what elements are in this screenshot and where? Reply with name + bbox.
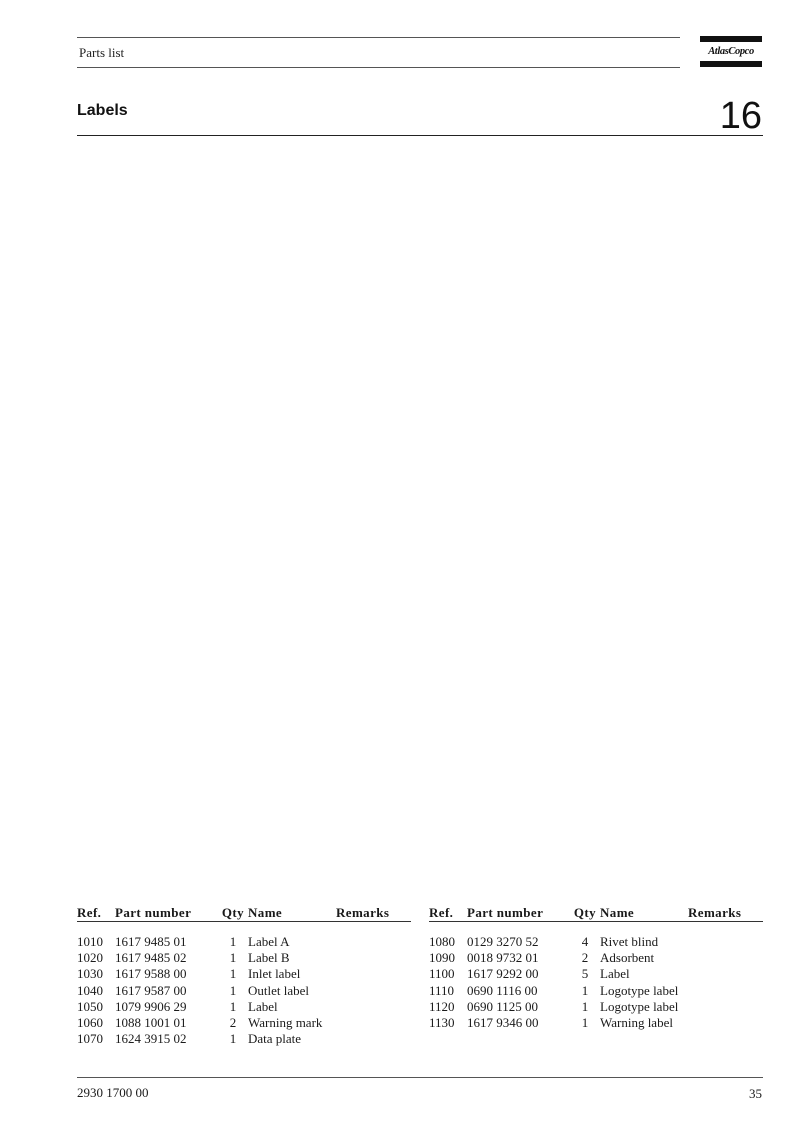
ref-cell: 1040 — [77, 982, 103, 998]
footer-rule — [77, 1077, 763, 1078]
name-cell: Label — [600, 966, 630, 982]
table-row — [77, 983, 411, 999]
part-number-cell: 1624 3915 02 — [115, 1031, 187, 1047]
table-spacer-row — [429, 922, 763, 935]
part-number-cell: 1617 9485 02 — [115, 950, 187, 966]
qty-cell: 1 — [229, 1031, 237, 1047]
table-row — [429, 950, 763, 966]
qty-cell: 2 — [581, 950, 589, 966]
name-cell: Adsorbent — [600, 950, 655, 966]
name-cell: Inlet label — [248, 966, 301, 982]
remarks-cell — [336, 1031, 411, 1047]
remarks-cell — [336, 983, 411, 999]
ref-cell: 1090 — [429, 950, 455, 966]
footer-page-number: 35 — [749, 1086, 762, 1101]
qty-cell: 2 — [229, 1015, 237, 1031]
table-header-row — [429, 905, 763, 922]
table-row — [77, 950, 411, 966]
ref-cell: 1070 — [77, 1031, 103, 1047]
ref-cell: 1120 — [429, 998, 455, 1014]
header-rule-bottom — [77, 67, 680, 68]
part-number-cell: 0690 1116 00 — [467, 982, 538, 998]
spacer-cell — [77, 922, 411, 935]
logo-bar-top — [700, 36, 762, 42]
ref-cell: 1020 — [77, 950, 103, 966]
parts-table-right — [429, 905, 763, 1031]
remarks-cell — [688, 950, 763, 966]
qty-cell: 1 — [229, 966, 237, 982]
qty-cell: 1 — [581, 998, 589, 1014]
remarks-cell — [336, 966, 411, 982]
qty-cell: 1 — [581, 982, 589, 998]
ref-cell: 1060 — [77, 1015, 103, 1031]
qty-cell: 1 — [229, 982, 237, 998]
table-row — [77, 1015, 411, 1031]
logo-text: AtlasCopco — [708, 46, 754, 57]
table-row — [77, 934, 411, 950]
remarks-cell — [688, 1015, 763, 1031]
part-number-cell: 1617 9485 01 — [115, 934, 187, 950]
table-row — [77, 999, 411, 1015]
header-title: Parts list — [79, 45, 125, 60]
atlas-copco-logo — [700, 36, 762, 67]
remarks-cell — [336, 1015, 411, 1031]
col-ref-header: Ref. — [429, 905, 467, 922]
name-cell: Logotype label — [600, 982, 679, 998]
name-cell: Label — [248, 998, 278, 1014]
part-number-cell: 1617 9292 00 — [467, 966, 539, 982]
col-part-number-header: Part number — [115, 905, 218, 922]
col-part-number-header: Part number — [467, 905, 570, 922]
remarks-cell — [688, 966, 763, 982]
col-remarks-header: Remarks — [688, 905, 763, 922]
section-title: Labels — [77, 102, 128, 119]
table-row — [429, 966, 763, 982]
col-remarks-header: Remarks — [336, 905, 411, 922]
table-row — [77, 966, 411, 982]
col-name-header: Name — [600, 905, 688, 922]
col-name-header: Name — [248, 905, 336, 922]
parts-table-left — [77, 905, 411, 1047]
part-number-cell: 1617 9346 00 — [467, 1015, 539, 1031]
part-number-cell: 0129 3270 52 — [467, 934, 539, 950]
remarks-cell — [688, 934, 763, 950]
table-row — [429, 1015, 763, 1031]
part-number-cell: 1617 9588 00 — [115, 966, 187, 982]
remarks-cell — [336, 999, 411, 1015]
table-row — [77, 1031, 411, 1047]
qty-cell: 5 — [581, 966, 589, 982]
header-rule-top — [77, 37, 680, 38]
name-cell: Warning label — [600, 1015, 673, 1031]
name-cell: Rivet blind — [600, 934, 659, 950]
col-ref-header: Ref. — [77, 905, 115, 922]
qty-cell: 1 — [229, 950, 237, 966]
remarks-cell — [688, 999, 763, 1015]
qty-cell: 1 — [229, 934, 237, 950]
parts-table-right-body — [429, 922, 763, 1032]
part-number-cell: 0018 9732 01 — [467, 950, 539, 966]
table-spacer-row — [77, 922, 411, 935]
qty-cell: 1 — [229, 998, 237, 1014]
qty-cell: 4 — [581, 934, 589, 950]
part-number-cell: 0690 1125 00 — [467, 998, 539, 1014]
ref-cell: 1030 — [77, 966, 103, 982]
footer-doc-number: 2930 1700 00 — [77, 1085, 149, 1100]
ref-cell: 1110 — [429, 982, 455, 998]
ref-cell: 1010 — [77, 934, 103, 950]
name-cell: Logotype label — [600, 998, 679, 1014]
part-number-cell: 1088 1001 01 — [115, 1015, 187, 1031]
name-cell: Label B — [248, 950, 290, 966]
remarks-cell — [336, 950, 411, 966]
ref-cell: 1100 — [429, 966, 455, 982]
parts-table-left-body — [77, 922, 411, 1048]
name-cell: Label A — [248, 934, 290, 950]
table-row — [429, 999, 763, 1015]
part-number-cell: 1617 9587 00 — [115, 982, 187, 998]
ref-cell: 1080 — [429, 934, 455, 950]
col-qty-header: Qty — [570, 905, 600, 922]
remarks-cell — [688, 983, 763, 999]
name-cell: Data plate — [248, 1031, 302, 1047]
spacer-cell — [429, 922, 763, 935]
table-row — [429, 983, 763, 999]
part-number-cell: 1079 9906 29 — [115, 998, 187, 1014]
name-cell: Warning mark — [248, 1015, 323, 1031]
name-cell: Outlet label — [248, 982, 310, 998]
table-header-row — [77, 905, 411, 922]
table-row — [429, 934, 763, 950]
qty-cell: 1 — [581, 1015, 589, 1031]
col-qty-header: Qty — [218, 905, 248, 922]
ref-cell: 1050 — [77, 998, 103, 1014]
remarks-cell — [336, 934, 411, 950]
logo-bar-bottom — [700, 61, 762, 67]
section-rule — [77, 135, 763, 136]
section-number: 16 — [719, 95, 762, 137]
ref-cell: 1130 — [429, 1015, 455, 1031]
